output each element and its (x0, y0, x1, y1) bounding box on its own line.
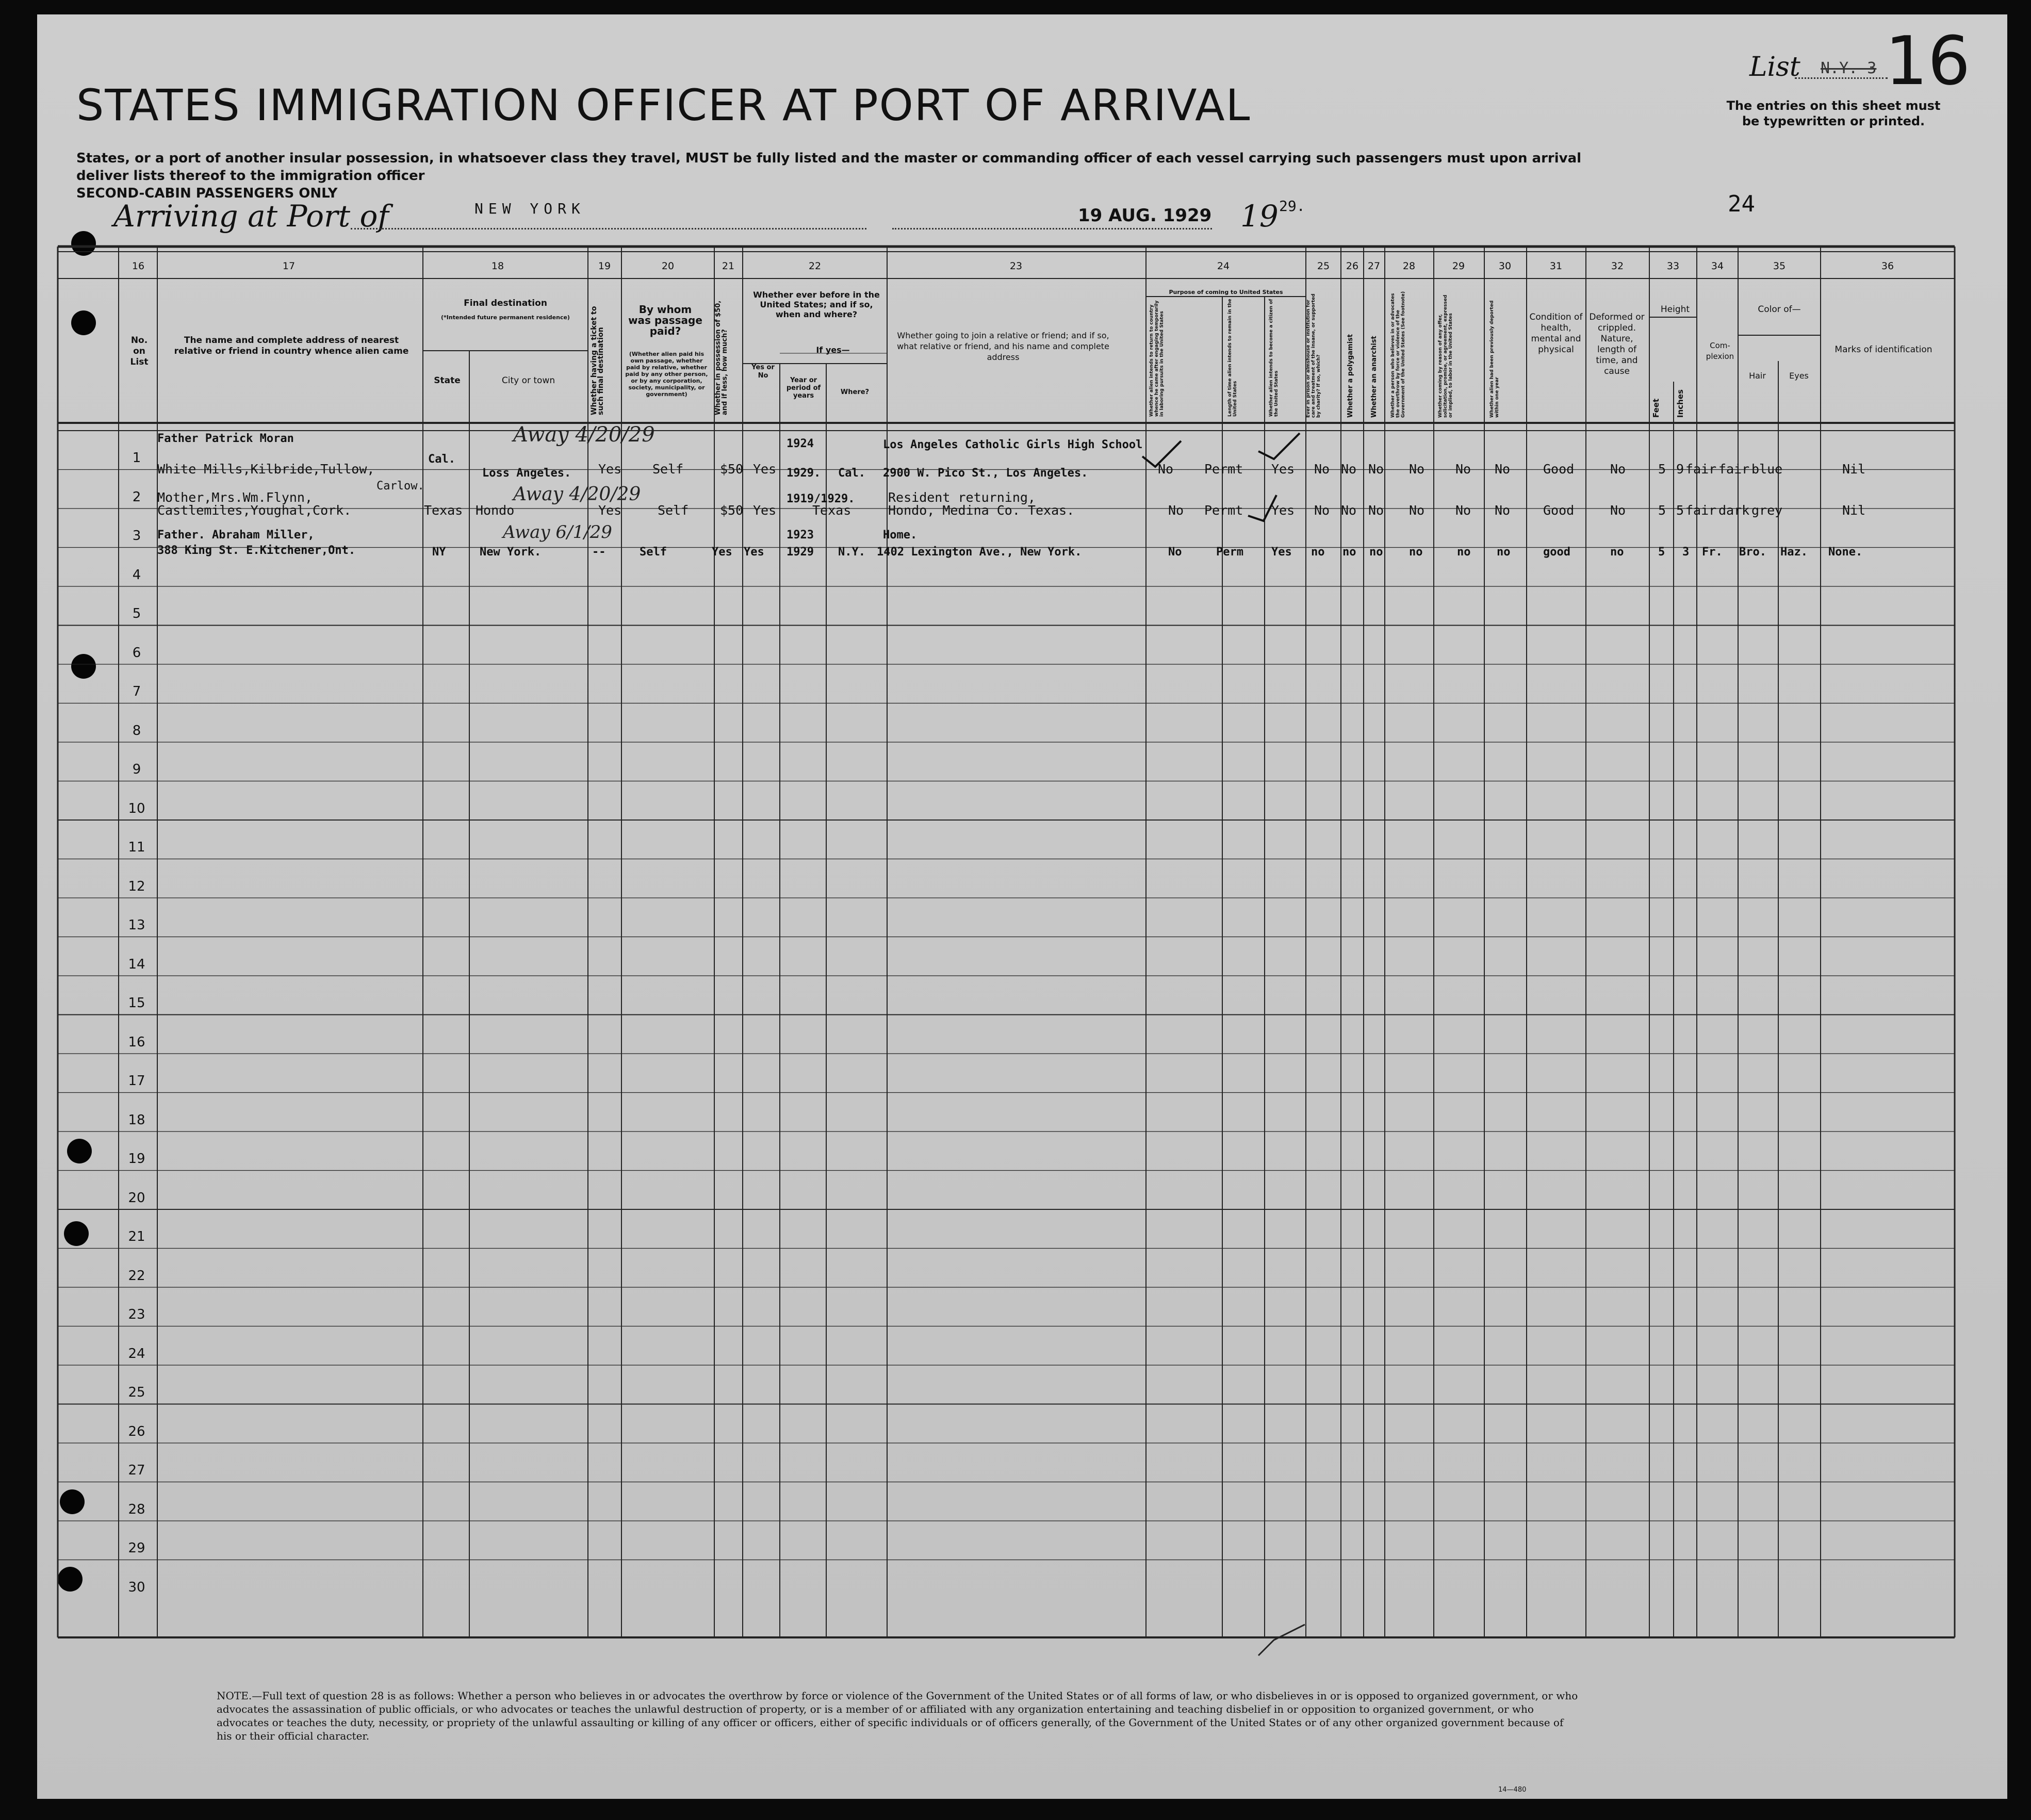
polygamist: No (1341, 503, 1357, 518)
row-number: 4 (132, 567, 141, 583)
join-name: Home. (883, 529, 918, 542)
header-inches: Inches (1676, 389, 1685, 418)
row-number: 18 (128, 1112, 145, 1128)
header-passage-paid: By whom was passage paid? (628, 303, 702, 337)
deformed: No (1610, 462, 1626, 477)
header-color-of: Color of— (1758, 304, 1801, 315)
years: 1923 (787, 529, 814, 542)
footnote: NOTE.—Full text of question 28 is as follows: Whether a person who believes in or advocates the overthrow by force or violence of the Government of the United States or of all forms of law, or who disbelieves in or is opposed to organized government, or who advocates the assassination of public officials, or who advocates or teaches the unlawful destruction of property, or is a member of or affiliated with any organization entertaining and teaching disbelief in or opposition to organized government, or who advocates or teaches the duty, necessity, or propriety of the unlawful assaulting or killing of any officer or officers, either of specific individuals or of officers generally, of the Government of the United States or of any other organized government because of his or their official character. (217, 1690, 1578, 1742)
header-yes-no: Yes or No (751, 364, 775, 380)
identification-marks: None. (1828, 546, 1863, 559)
height-feet: 5 (1658, 546, 1665, 559)
length-of-stay: Permt (1204, 462, 1243, 477)
years-2: 1929. (787, 467, 821, 480)
row-number: 2 (132, 489, 141, 505)
list-struck-value: N.Y. 3 (1821, 59, 1877, 77)
column-number: 19 (598, 260, 611, 272)
eye-color: Haz. (1780, 546, 1808, 559)
destination-city: Hondo (476, 503, 515, 518)
row-number: 15 (128, 995, 145, 1011)
row-number: 13 (128, 917, 145, 933)
header-health: Condition of health, mental and physical (1529, 312, 1583, 355)
row-number: 30 (128, 1579, 145, 1595)
header-length-of-stay: Length of time alien intends to remain in the United States (1227, 299, 1238, 417)
ticket: Yes (598, 462, 622, 477)
sheet-number: 24 (1728, 191, 1755, 217)
labor-offer: No (1455, 462, 1471, 477)
row-number: 22 (128, 1268, 145, 1284)
complexion: fair (1685, 503, 1717, 518)
column-number: 27 (1367, 260, 1381, 272)
relative-name: Father Patrick Moran (157, 432, 294, 445)
passenger-class: SECOND-CABIN PASSENGERS ONLY (76, 186, 338, 201)
row-number: 29 (128, 1540, 145, 1556)
height-inches: 3 (1682, 546, 1690, 559)
header-before-in-us: Whether ever before in the United States; and if so, when and where? (753, 290, 880, 319)
polygamist: No (1341, 462, 1357, 477)
prison: no (1311, 546, 1325, 559)
row-number: 7 (132, 684, 141, 699)
header-passage-note: (Whether alien paid his own passage, whether paid by relative, whether paid by any other person, or by any corporation, society, municipality, or government) (625, 351, 708, 398)
header-relative: The name and complete address of nearest relative or friend in country whence alien came (174, 335, 409, 356)
join-address: Hondo, Medina Co. Texas. (888, 503, 1075, 518)
hair-color: fair (1718, 462, 1750, 477)
length-of-stay: Perm (1216, 546, 1243, 559)
header-ticket: Whether having a ticket to such final destination (590, 306, 605, 415)
column-number: 35 (1773, 260, 1786, 272)
height-feet: 5 (1658, 462, 1666, 477)
health: Good (1543, 503, 1575, 518)
header-purpose: Purpose of coming to United States (1169, 289, 1283, 296)
years: 1924 (787, 437, 814, 450)
arriving-label: Arriving at Port of (113, 199, 389, 234)
header-no-on-list: No. on List (130, 335, 149, 367)
header-city: City or town (501, 375, 555, 386)
header-money: Whether in possession of $50, and if less, how much? (714, 300, 729, 415)
row-number: 28 (128, 1501, 145, 1517)
identification-marks: Nil (1842, 503, 1866, 518)
complexion: Fr. (1702, 546, 1723, 559)
citizen-intent: Yes (1271, 546, 1292, 559)
header-eyes: Eyes (1789, 371, 1809, 381)
header-anarchist: Whether an anarchist (1370, 336, 1378, 418)
money: $50 (720, 503, 744, 518)
form-number: 14—480 (1498, 1786, 1527, 1794)
health: Good (1543, 462, 1575, 477)
header-height: Height (1660, 304, 1690, 315)
row-number: 19 (128, 1151, 145, 1167)
length-of-stay: Permt (1204, 503, 1243, 518)
polygamist: no (1342, 546, 1356, 559)
header-hair: Hair (1749, 371, 1766, 381)
row-number: 17 (128, 1073, 145, 1089)
identification-marks: Nil (1842, 462, 1866, 477)
eye-color: grey (1751, 503, 1783, 518)
header-if-yes: If yes— (816, 345, 850, 355)
row-number: 9 (132, 762, 141, 777)
relative-address: White Mills,Kilbride,Tullow, (157, 462, 375, 477)
row-number: 12 (128, 878, 145, 894)
height-inches: 5 (1676, 503, 1684, 518)
return-intent: No (1168, 503, 1184, 518)
overthrow: No (1409, 462, 1425, 477)
row-number: 20 (128, 1190, 145, 1206)
eye-color: blue (1751, 462, 1783, 477)
page-title: STATES IMMIGRATION OFFICER AT PORT OF ARRIVAL (76, 80, 1251, 130)
row-number: 27 (128, 1463, 145, 1478)
deported: No (1495, 503, 1511, 518)
row-number: 10 (128, 800, 145, 816)
header-state: State (434, 375, 461, 386)
instruction-line: States, or a port of another insular possession, in whatsoever class they travel, MUST be fully listed and the master or commanding officer of each vessel carrying such passengers must upon arrival deliver lists thereof to the immigration officer (76, 151, 1582, 184)
labor-offer: No (1455, 503, 1471, 518)
row-number: 21 (128, 1229, 145, 1244)
column-number: 16 (132, 260, 145, 272)
year-label: 19 (1240, 199, 1279, 234)
labor-offer: no (1457, 546, 1471, 559)
header-year-period: Year or period of years (786, 376, 821, 400)
years-2: 1929 (787, 546, 814, 559)
relative-name: Mother,Mrs.Wm.Flynn, (157, 490, 313, 505)
height-inches: 9 (1676, 462, 1684, 477)
column-number: 22 (808, 260, 822, 272)
column-number: 17 (282, 260, 296, 272)
header-feet: Feet (1651, 398, 1661, 418)
header-return-intent: Whether alien intends to return to country whence he came after engaging temporarily in laboring pursuits in the United States (1149, 300, 1165, 417)
join-name: Resident returning, (888, 490, 1036, 505)
row-number: 26 (128, 1423, 145, 1439)
column-number: 21 (722, 260, 735, 272)
join-address: 2900 W. Pico St., Los Angeles. (883, 467, 1088, 480)
column-number: 31 (1549, 260, 1563, 272)
paid-by: Self (658, 503, 689, 518)
column-number: 24 (1217, 260, 1230, 272)
column-number: 29 (1452, 260, 1465, 272)
prison: No (1314, 503, 1330, 518)
column-number: 34 (1711, 260, 1724, 272)
header-marks: Marks of identification (1835, 345, 1932, 355)
relative-address: 388 King St. E.Kitchener,Ont. (157, 544, 356, 557)
column-number: 18 (491, 260, 504, 272)
column-number: 26 (1346, 260, 1359, 272)
before-in-us: Yes (744, 546, 764, 559)
complexion: fair (1685, 462, 1717, 477)
header-final-destination: Final destination (464, 298, 547, 308)
header-join-relative: Whether going to join a relative or friend; and if so, what relative or friend, and his name and complete address (897, 331, 1109, 362)
health: good (1543, 546, 1570, 559)
handwritten-note: Away 6/1/29 (503, 522, 612, 543)
ticket: -- (592, 546, 606, 559)
column-number: 25 (1317, 260, 1330, 272)
anarchist: No (1368, 503, 1384, 518)
row-number: 3 (132, 528, 141, 544)
row-number: 23 (128, 1307, 145, 1322)
anarchist: no (1369, 546, 1383, 559)
header-prison: Ever in prison or almshouse or institution for care and treatment of the insane, or supported by charity? If so, which? (1306, 293, 1321, 418)
paid-by: Self (652, 462, 684, 477)
row-number: 1 (132, 450, 141, 466)
hair-color: Bro. (1739, 546, 1766, 559)
join-address: 1402 Lexington Ave., New York. (877, 546, 1082, 559)
height-feet: 5 (1658, 503, 1666, 518)
destination-state: Texas (424, 503, 463, 518)
destination-city: New York. (480, 546, 542, 559)
deformed: No (1610, 503, 1626, 518)
anarchist: No (1368, 462, 1384, 477)
row-number: 24 (128, 1346, 145, 1362)
row-number: 16 (128, 1034, 145, 1050)
overthrow: no (1409, 546, 1423, 559)
header-labor-offer: Whether coming by reason of any offer, solicitation, promise, or agreement, expressed or implied, to labor in the United States (1438, 294, 1453, 418)
citizen-intent: Yes (1271, 503, 1295, 518)
handwritten-note: Away 4/20/29 (513, 423, 655, 447)
ticket: Yes (598, 503, 622, 518)
header-deported: Whether alien had been previously deported within one year (1489, 300, 1500, 418)
date-stamp: 19 AUG. 1929 (1078, 205, 1212, 226)
port-value: NEW YORK (474, 200, 585, 217)
header-deformed: Deformed or crippled. Nature, length of time, and cause (1589, 312, 1645, 376)
header-citizen-intent: Whether alien intends to become a citizen of the United States (1269, 299, 1279, 417)
where: Texas (812, 503, 851, 518)
relative-address-extra: Carlow. (376, 480, 424, 493)
header-destination-note: (*Intended future permanent residence) (441, 314, 570, 321)
column-number: 33 (1666, 260, 1680, 272)
before-in-us: Yes (753, 462, 777, 477)
hair-color: dark (1718, 503, 1750, 518)
list-label: List (1749, 52, 1800, 83)
entries-note: The entries on this sheet must be typewritten or printed. (1726, 99, 1941, 128)
paid-by: Self (640, 546, 667, 559)
relative-name: Father. Abraham Miller, (157, 529, 315, 542)
row-number: 5 (132, 606, 141, 621)
handwritten-note: Away 4/20/29 (513, 484, 641, 505)
column-number: 23 (1009, 260, 1023, 272)
header-where: Where? (840, 388, 870, 396)
row-number: 8 (132, 723, 141, 739)
header-complexion: Com-plexion (1706, 341, 1734, 361)
list-number: 16 (1885, 22, 1971, 100)
column-number: 32 (1611, 260, 1624, 272)
row-number: 25 (128, 1385, 145, 1400)
where: Cal. (838, 467, 865, 480)
column-number: 30 (1498, 260, 1512, 272)
column-number: 36 (1881, 260, 1894, 272)
return-intent: No (1168, 546, 1182, 559)
row-number: 14 (128, 956, 145, 972)
header-overthrow: Whether a person who believes in or advocates the overthrow by force or violence of the Government of the United States (See footnote) (1390, 291, 1406, 418)
column-number: 20 (661, 260, 675, 272)
prison: No (1314, 462, 1330, 477)
destination-state: Cal. (428, 453, 455, 466)
before-in-us: Yes (753, 503, 777, 518)
join-name: Los Angeles Catholic Girls High School (883, 438, 1143, 451)
year-value: 29. (1279, 198, 1305, 215)
destination-city: Loss Angeles. (482, 467, 571, 480)
column-number: 28 (1402, 260, 1416, 272)
deported: no (1497, 546, 1511, 559)
relative-address: Castlemiles,Youghal,Cork. (157, 503, 352, 518)
money: Yes (712, 546, 732, 559)
money: $50 (720, 462, 744, 477)
return-intent: No (1158, 462, 1174, 477)
deported: No (1495, 462, 1511, 477)
deformed: no (1610, 546, 1624, 559)
citizen-intent: Yes (1271, 462, 1295, 477)
row-number: 11 (128, 840, 145, 855)
overthrow: No (1409, 503, 1425, 518)
years: 1919/1929. (787, 493, 855, 505)
destination-state: NY (432, 546, 446, 559)
header-polygamist: Whether a polygamist (1347, 334, 1354, 418)
where: N.Y. (838, 546, 865, 559)
row-number: 6 (132, 645, 141, 661)
